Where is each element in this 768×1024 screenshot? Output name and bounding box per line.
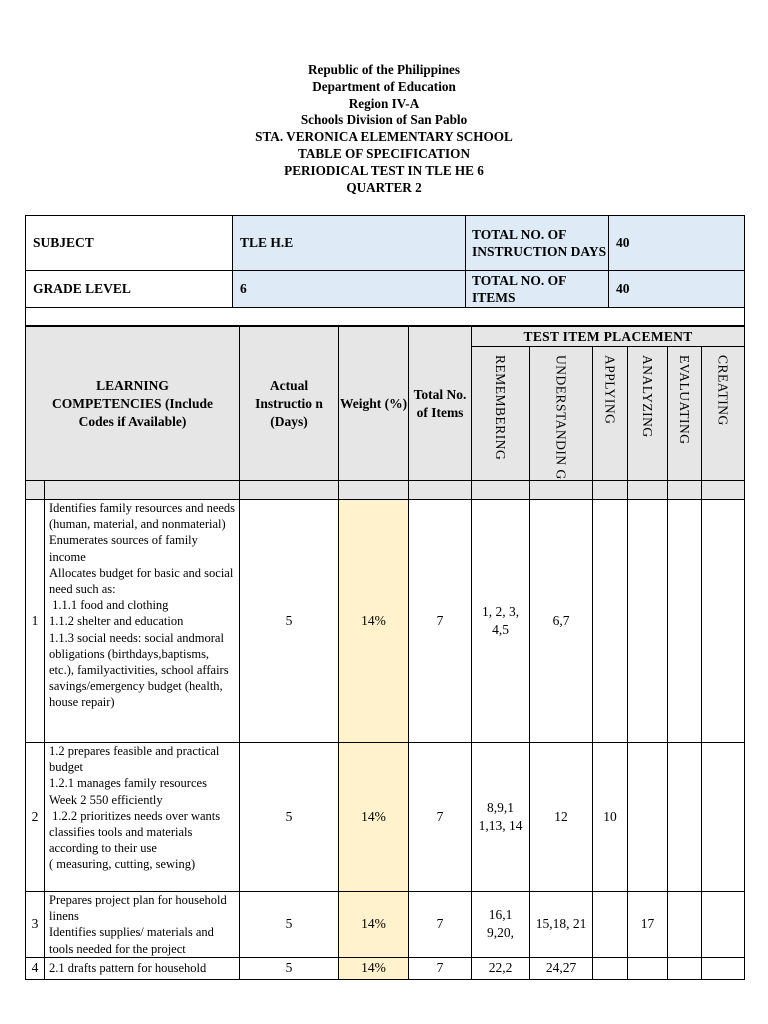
competency-line: Enumerates sources of family income (49, 533, 198, 564)
document-header (0, 62, 768, 196)
header-line: QUARTER 2 (346, 179, 422, 195)
remembering-header (472, 347, 530, 481)
understanding-cell: 15,18, 21 (530, 892, 593, 958)
row-number: 4 (26, 957, 45, 979)
remembering-cell: 1, 2, 3, 4,5 (472, 500, 530, 743)
competency-line: 1.2.2 prioritizes needs over wants (49, 808, 221, 823)
table-row (26, 892, 745, 958)
competency-line: 1.1.2 shelter and education (49, 614, 184, 629)
competency-line: Allocates budget for basic and social need such as: (49, 565, 234, 597)
evaluating-cell (668, 500, 702, 743)
table-row (26, 743, 745, 892)
header-line: TABLE OF SPECIFICATION (298, 145, 470, 161)
creating-label: CREATING (715, 354, 731, 426)
remembering-cell: 8,9,1 1,13, 14 (472, 743, 530, 892)
remembering-cell: 22,2 (472, 957, 530, 979)
info-table (25, 215, 745, 326)
blank-header-cell (26, 481, 45, 500)
items-label: TOTAL NO. OF ITEMS (466, 271, 609, 308)
weight-cell: 14% (339, 500, 409, 743)
applying-cell (593, 500, 628, 743)
understanding-cell: 24,27 (530, 957, 593, 979)
items-cell: 7 (409, 957, 472, 979)
items-value: 40 (609, 271, 745, 308)
days-cell: 5 (240, 500, 339, 743)
competency-cell (45, 500, 240, 743)
test-item-placement-header: TEST ITEM PLACEMENT (472, 327, 745, 347)
competency-line: 1.1.3 social needs: social andmoral obligations (birthdays,baptisms, etc.), familyactivities, school affairs savings/emergency budget (health, house repair) (49, 630, 229, 710)
actual-days-header: Actual Instructio n (Days) (240, 327, 339, 481)
grade-label: GRADE LEVEL (26, 271, 233, 308)
blank-header-cell (45, 481, 240, 500)
applying-cell (593, 892, 628, 958)
spacer-row (26, 308, 745, 326)
days-label: TOTAL NO. OF INSTRUCTION DAYS (466, 216, 609, 271)
remembering-label: REMEMBERING (493, 354, 509, 460)
header-line: STA. VERONICA ELEMENTARY SCHOOL (255, 129, 513, 145)
items-cell: 7 (409, 892, 472, 958)
blank-header-cell (593, 481, 628, 500)
table-row (26, 500, 745, 743)
applying-label: APPLYING (602, 354, 618, 424)
row-number: 3 (26, 892, 45, 958)
analyzing-cell (628, 957, 668, 979)
total-items-header: Total No. of Items (409, 327, 472, 481)
row-number: 1 (26, 500, 45, 743)
weight-cell: 14% (339, 892, 409, 958)
competencies-header: LEARNING COMPETENCIES (Include Codes if Available) (26, 327, 240, 481)
header-line: Republic of the Philippines (307, 62, 461, 77)
analyzing-label: ANALYZING (640, 354, 656, 438)
applying-cell: 10 (593, 743, 628, 892)
specification-table (25, 326, 745, 980)
table-row (26, 957, 745, 979)
items-cell: 7 (409, 743, 472, 892)
competency-line: Identifies family resources and needs (human, material, and nonmaterial) (49, 501, 236, 532)
understanding-cell: 12 (530, 743, 593, 892)
days-cell: 5 (240, 743, 339, 892)
header-line: Department of Education (312, 78, 456, 94)
competency-cell (45, 892, 240, 958)
header-line: Region IV-A (348, 95, 420, 111)
understanding-cell: 6,7 (530, 500, 593, 743)
header-line: PERIODICAL TEST IN TLE HE 6 (284, 162, 484, 178)
days-value: 40 (609, 216, 745, 271)
competency-line: 1.2.1 manages family resources Week 2 550 efficiently (49, 776, 207, 807)
creating-cell (702, 500, 745, 743)
blank-header-cell (472, 481, 530, 500)
subject-value: TLE H.E (233, 216, 466, 271)
items-cell: 7 (409, 500, 472, 743)
blank-header-cell (240, 481, 339, 500)
evaluating-label: EVALUATING (677, 354, 693, 444)
understanding-label: UNDERSTANDIN G (553, 354, 569, 480)
creating-cell (702, 743, 745, 892)
evaluating-cell (668, 892, 702, 958)
remembering-cell: 16,1 9,20, (472, 892, 530, 958)
creating-cell (702, 957, 745, 979)
competency-line: 1.2 prepares feasible and practical budget (49, 744, 220, 775)
grade-value: 6 (233, 271, 466, 308)
blank-header-cell (628, 481, 668, 500)
competency-line: classifies tools and materials according to their use (49, 825, 193, 856)
applying-header (593, 347, 628, 481)
competency-line: 1.1.1 food and clothing (49, 598, 169, 613)
weight-header: Weight (%) (339, 327, 409, 481)
days-cell: 5 (240, 892, 339, 958)
blank-header-cell (409, 481, 472, 500)
competency-line: Prepares project plan for household linens (49, 893, 227, 924)
weight-cell: 14% (339, 743, 409, 892)
blank-header-cell (668, 481, 702, 500)
analyzing-header (628, 347, 668, 481)
weight-cell: 14% (339, 957, 409, 979)
blank-header-cell (702, 481, 745, 500)
competency-line: Identifies supplies/ materials and tools needed for the project (49, 925, 214, 956)
analyzing-cell (628, 500, 668, 743)
competency-cell (45, 743, 240, 892)
analyzing-cell: 17 (628, 892, 668, 958)
understanding-header (530, 347, 593, 481)
row-number: 2 (26, 743, 45, 892)
evaluating-cell (668, 957, 702, 979)
header-line: Schools Division of San Pablo (300, 112, 468, 128)
competency-line: 2.1 drafts pattern for household (49, 961, 207, 976)
blank-header-cell (339, 481, 409, 500)
competency-cell (45, 957, 240, 979)
evaluating-cell (668, 743, 702, 892)
applying-cell (593, 957, 628, 979)
competency-line: ( measuring, cutting, sewing) (49, 857, 196, 872)
evaluating-header (668, 347, 702, 481)
creating-cell (702, 892, 745, 958)
creating-header (702, 347, 745, 481)
subject-label: SUBJECT (26, 216, 233, 271)
analyzing-cell (628, 743, 668, 892)
days-cell: 5 (240, 957, 339, 979)
blank-header-cell (530, 481, 593, 500)
